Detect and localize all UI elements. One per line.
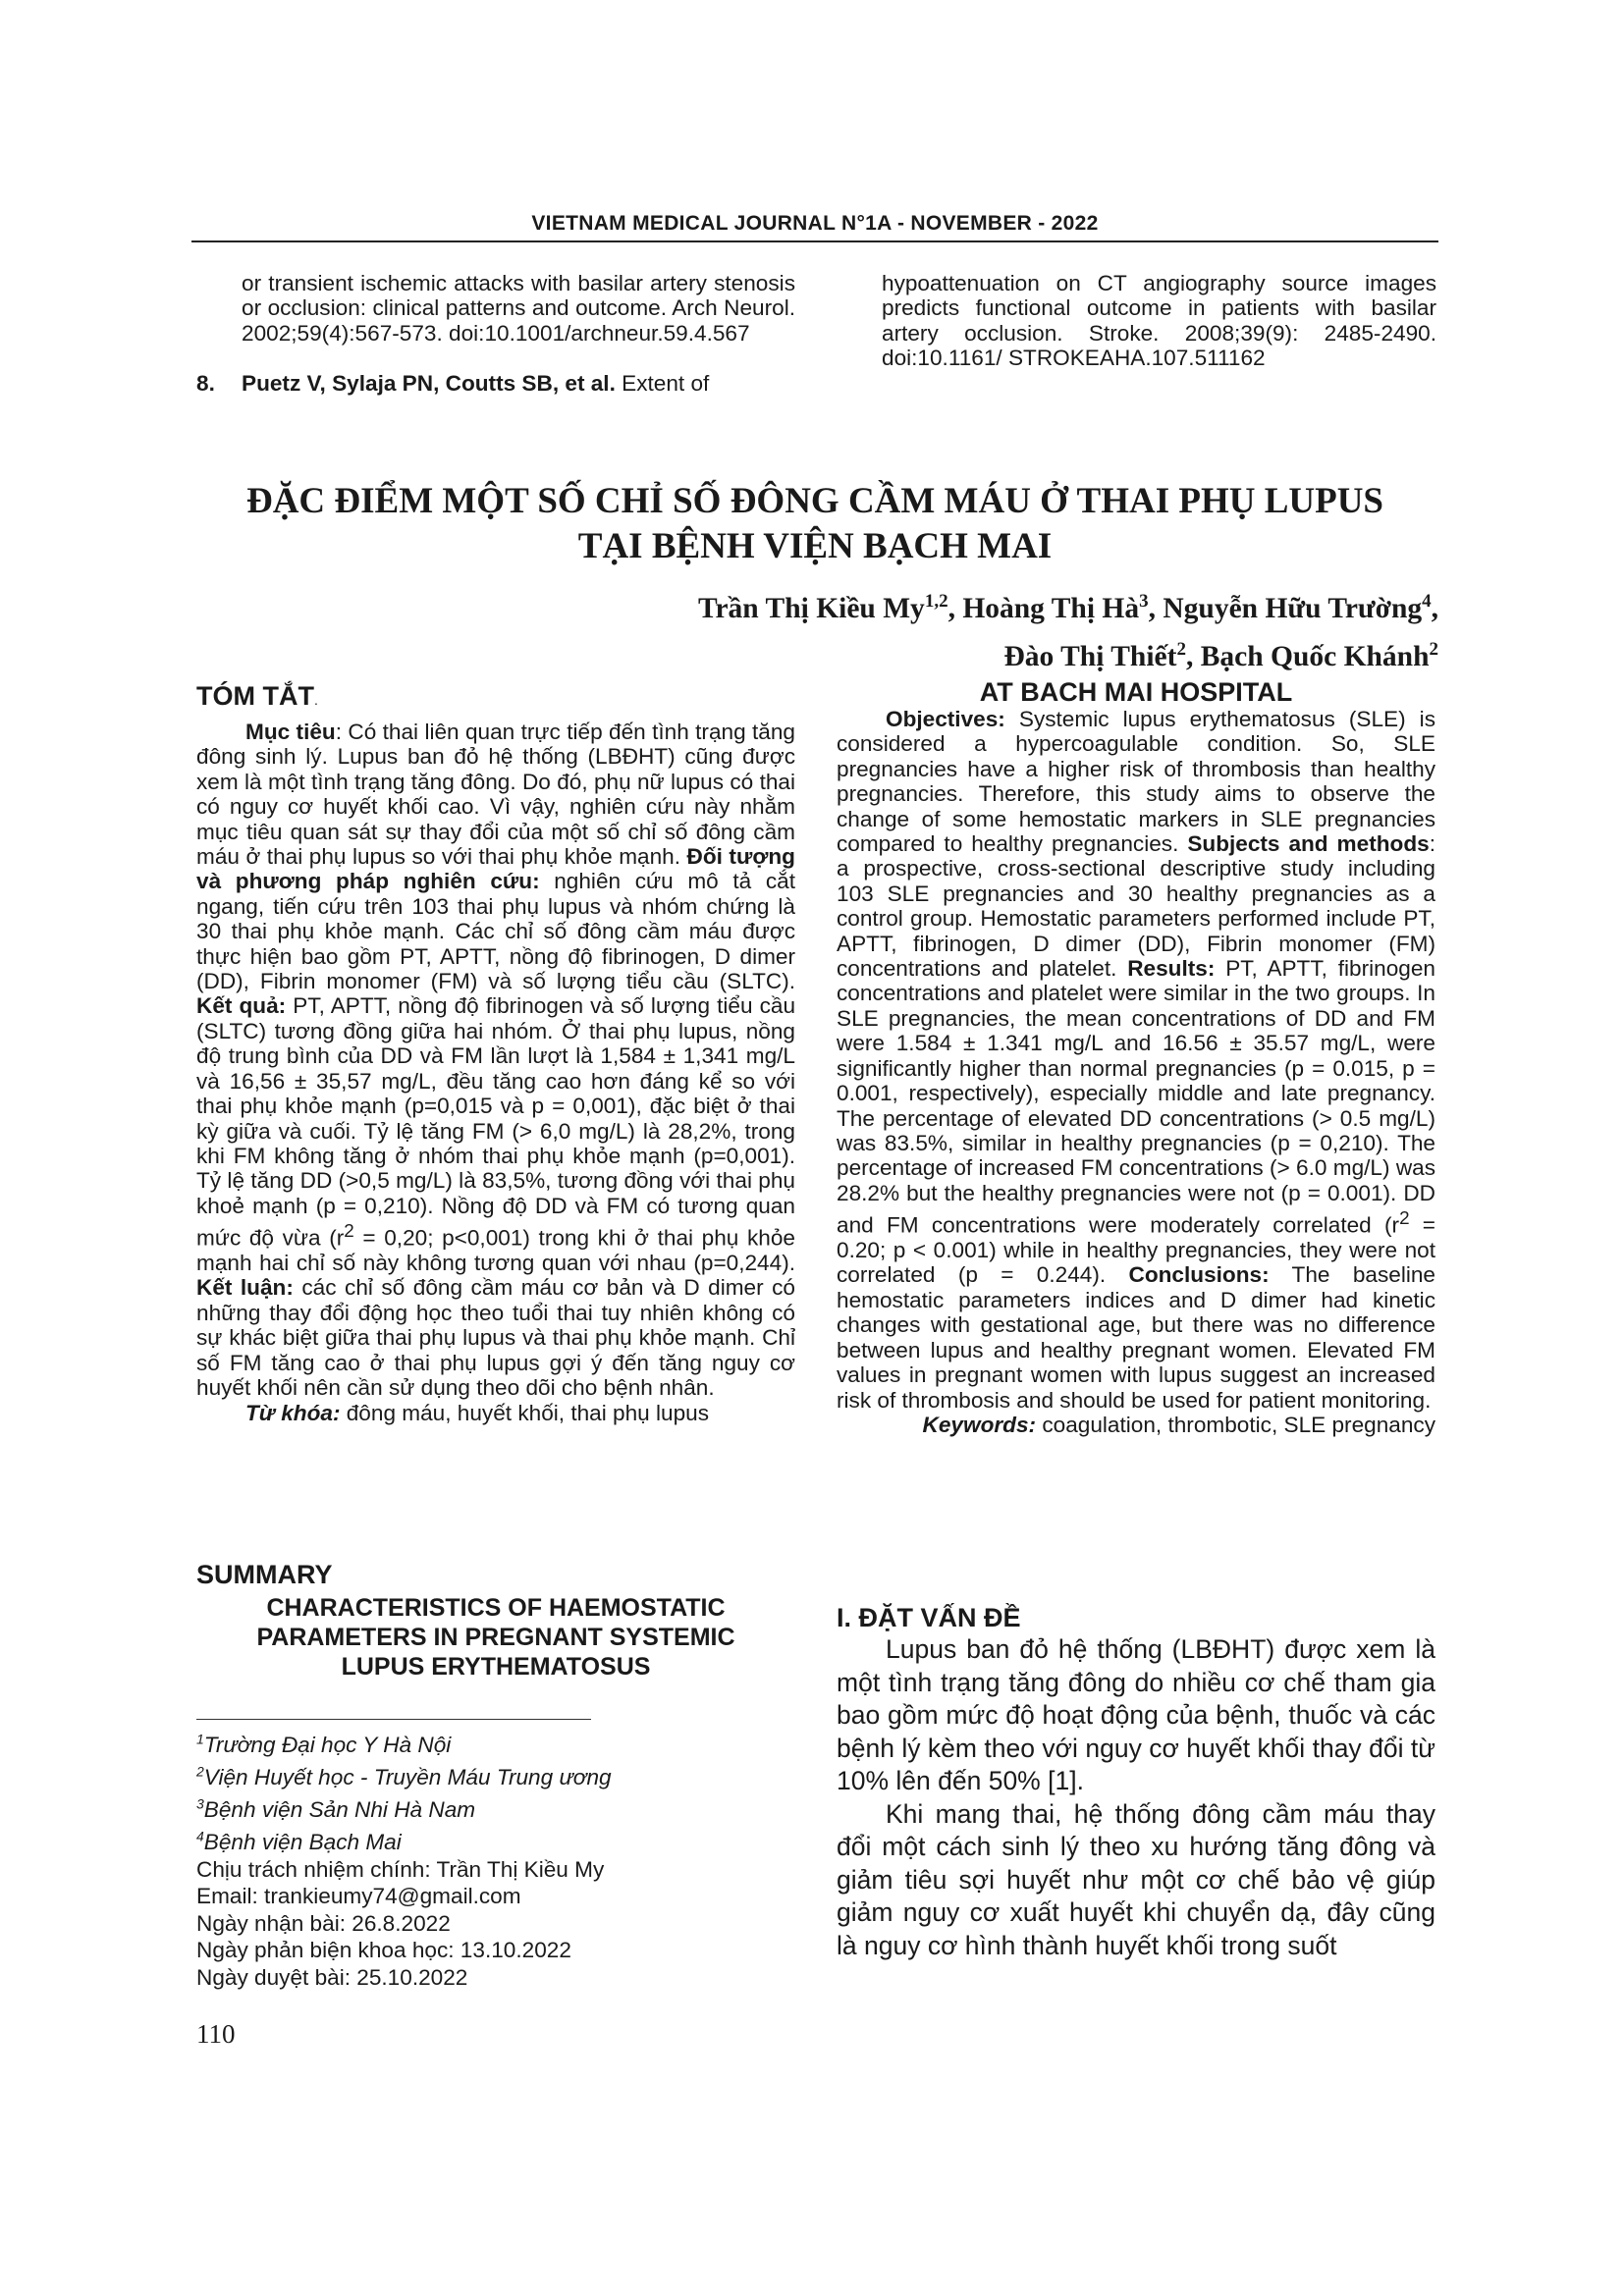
summary-heading: SUMMARY [196, 1560, 333, 1589]
en-results-label: Results: [1127, 956, 1216, 982]
vi-conclusion-label: Kết luận: [196, 1275, 294, 1301]
vi-objective-label: Mục tiêu [245, 720, 336, 744]
english-title-line-1: CHARACTERISTICS OF HAEMOSTATIC [266, 1594, 726, 1622]
footnote-marker: 4 [196, 1828, 204, 1844]
running-header: VIETNAM MEDICAL JOURNAL N°1A - NOVEMBER - 2022 [531, 212, 1099, 235]
reference-8 [196, 371, 795, 396]
author-name: Nguyễn Hữu Trường [1163, 592, 1423, 624]
vi-keywords-text: đông máu, huyết khối, thai phụ lupus [340, 1400, 710, 1425]
vi-results-text-2: = 0,20; p<0,001) trong khi ở thai phụ khỏe mạnh hai chỉ số này không tương quan với nhau (p=0,244). [196, 1225, 795, 1276]
footnote-responsible: Chịu trách nhiệm chính: Trần Thị Kiều My [196, 1856, 605, 1882]
footnote-text: Trường Đại học Y Hà Nội [203, 1732, 452, 1757]
page-number: 110 [196, 2019, 236, 2049]
en-keywords-text: coagulation, thrombotic, SLE pregnancy [1036, 1412, 1435, 1437]
vi-conclusion-text: các chỉ số đông cầm máu cơ bản và D dimer có những thay đổi động học theo tuổi thai tuy nhiên không có sự khác biệt giữa thai phụ lupus và thai phụ khỏe mạnh. Chỉ số FM tăng cao ở thai phụ lupus gợi ý đến tăng nguy cơ huyết khối nên cần sử dụng theo dõi cho bệnh nhân. [196, 1275, 795, 1401]
footnote-affiliation-2 [196, 1758, 795, 1790]
footnote-text: Bệnh viện Bạch Mai [203, 1829, 402, 1854]
article-title [191, 479, 1438, 569]
author-name: Hoàng Thị Hà [962, 592, 1140, 624]
en-results-text: PT, APTT, fibrinogen concentrations and platelet were similar in the two groups. In SLE pregnancies, the mean concentrations of DD and FM were 1.584 ± 1.341 mg/L and 16.56 ± 35.57 mg/L, were significantly higher than normal pregnancies (p = 0.015, p = 0.001, respectively), especially middle and late pregnancy. The percentage of elevated DD concentrations (> 0.5 mg/L) was 83.5%, similar in healthy pregnancies (p = 0,210). The percentage of increased FM concentrations (> 6.0 mg/L) was 28.2% but the healthy pregnancies were not (p = 0.001). DD and FM concentrations were moderately correlated (r [837, 956, 1435, 1238]
author-list [457, 581, 1438, 677]
reference-number: 8. [196, 371, 215, 396]
vi-abstract [196, 720, 795, 1425]
title-line-2: TẠI BỆNH VIỆN BẠCH MAI [577, 526, 1053, 566]
footnote-reviewed: Ngày phản biện khoa học: 13.10.2022 [196, 1938, 571, 1963]
vi-abstract-body [196, 720, 795, 1401]
en-results-text-2: = 0.20; p < 0.001) while in healthy pregnancies, they were not correlated (p = 0.244). [837, 1212, 1435, 1288]
en-r-sup: 2 [1399, 1207, 1410, 1229]
english-title-continuation: AT BACH MAI HOSPITAL [979, 677, 1293, 707]
title-line-1: ĐẶC ĐIỂM MỘT SỐ CHỈ SỐ ĐÔNG CẦM MÁU Ở THAI PHỤ LUPUS [245, 481, 1384, 521]
vi-heading-dot: . [313, 692, 318, 708]
reference-continuation-right: hypoattenuation on CT angiography source images predicts functional outcome in patients with basilar artery occlusion. Stroke. 2008;39(9): 2485-2490. doi:10.1161/ STROKEAHA.107.511162 [882, 271, 1436, 371]
en-keywords [837, 1413, 1435, 1437]
footnote-affiliation-3 [196, 1790, 795, 1823]
section-body [837, 1633, 1435, 1962]
author-affiliation: 2 [1176, 638, 1186, 660]
footnote-marker: 2 [196, 1763, 204, 1780]
en-objectives-text: Systemic lupus erythematosus (SLE) is considered a hypercoagulable condition. So, SLE pregnancies have a higher risk of thrombosis than healthy pregnancies. Therefore, this study aims to observe the change of some hemostatic markers in SLE pregnancies compared to healthy pregnancies. [837, 707, 1435, 857]
english-title-line-2: PARAMETERS IN PREGNANT SYSTEMIC [256, 1624, 735, 1651]
vi-results-text: PT, APTT, nồng độ fibrinogen và số lượng tiểu cầu (SLTC) tương đồng giữa hai nhóm. Ở thai phụ lupus, nồng độ trung bình của DD và FM lần lượt là 1,584 ± 1,341 mg/L và 16,56 ± 35,57 mg/L, đều tăng cao hơn đáng kể so với thai phụ khỏe mạnh (p=0,015 và p = 0,001), đặc biệt ở thai kỳ giữa và cuối. Tỷ lệ tăng FM (> 6,0 mg/L) là 28,2%, trong khi FM không tăng ở nhóm thai phụ khỏe mạnh (p=0,001). Tỷ lệ tăng DD (>0,5 mg/L) là 83,5%, tương đồng với thai phụ khoẻ mạnh (p = 0,210). Nồng độ DD và FM có tương quan mức độ vừa (r [196, 993, 796, 1251]
section-paragraph-1: Lupus ban đỏ hệ thống (LBĐHT) được xem là một tình trạng tăng đông do nhiều cơ chế tham gia bao gồm mức độ hoạt động của bệnh, thuốc và các bệnh lý kèm theo với nguy cơ huyết khối thay đổi từ 10% lên đến 50% [1]. [837, 1634, 1435, 1795]
en-keywords-label: Keywords: [922, 1412, 1037, 1437]
author-name: Bạch Quốc Khánh [1200, 640, 1430, 672]
english-title-line-3: LUPUS ERYTHEMATOSUS [341, 1653, 651, 1681]
vi-methods-text: nghiên cứu mô tả cắt ngang, tiến cứu trên 103 thai phụ lupus và nhóm chứng là 30 thai phụ khỏe mạnh. Các chỉ số đông cầm máu được thực hiện bao gồm PT, APTT, nồng độ fibrinogen, D dimer (DD), Fibrin monomer (FM) và số lượng tiểu cầu (SLTC). [196, 869, 795, 994]
vi-r-sup: 2 [344, 1220, 354, 1242]
reference-authors: Puetz V, Sylaja PN, Coutts SB, et al. [242, 371, 616, 396]
en-methods-label: Subjects and methods [1187, 831, 1430, 857]
vi-keywords [196, 1401, 795, 1425]
footnote-affiliation-4 [196, 1823, 795, 1855]
en-abstract-body [837, 707, 1435, 1413]
author-affiliation: 4 [1422, 591, 1432, 612]
author-affiliation: 3 [1139, 591, 1149, 612]
english-title [196, 1593, 795, 1682]
author-affiliation: 1,2 [924, 591, 948, 612]
footnote-email: Email: trankieumy74@gmail.com [196, 1884, 521, 1909]
vi-results-label: Kết quả: [196, 993, 287, 1019]
footnote-affiliation-1 [196, 1726, 795, 1758]
footnote-accepted: Ngày duyệt bài: 25.10.2022 [196, 1964, 468, 1990]
vi-keywords-label: Từ khóa: [245, 1400, 341, 1425]
author-line-1: Trần Thị Kiều My$^{1,2}$, Hoàng Thị $Hà^3$, Nguyễn Hữu Trường$^4$, [697, 591, 1438, 624]
vi-abstract-heading [196, 681, 318, 712]
en-objectives-label: Objectives: [886, 707, 1005, 731]
author-name: Trần Thị Kiều My [697, 592, 925, 624]
footnotes [196, 1726, 795, 1991]
section-heading: I. ĐẶT VẤN ĐỀ [837, 1603, 1021, 1632]
footnote-received: Ngày nhận bài: 26.8.2022 [196, 1910, 451, 1936]
en-conclusions-label: Conclusions: [1128, 1262, 1270, 1288]
reference-continuation-left: or transient ischemic attacks with basilar artery stenosis or occlusion: clinical patterns and outcome. Arch Neurol. 2002;59(4):567-573. doi:10.1001/archneur.59.4.567 [242, 271, 795, 346]
en-methods-text: : a prospective, cross-sectional descriptive study including 103 SLE pregnancies and 30 healthy pregnancies as a control group. Hemostatic parameters performed include PT, APTT, fibrinogen, D dimer (DD), Fibrin monomer (FM) concentrations and platelet. [837, 831, 1435, 982]
author-affiliation: 2 [1429, 638, 1438, 660]
author-name: Đào Thị Thiết [1003, 640, 1177, 672]
footnote-marker: 3 [196, 1795, 204, 1812]
vi-heading-text: TÓM TẮT [196, 681, 314, 711]
footnote-text: Viện Huyết học - Truyền Máu Trung ương [203, 1764, 612, 1789]
footnote-marker: 1 [196, 1731, 204, 1746]
section-paragraph-2: Khi mang thai, hệ thống đông cầm máu thay đổi một cách sinh lý theo xu hướng tăng đông và giảm tiêu sợi huyết như một cơ chế bảo vệ giúp giảm nguy cơ xuất huyết khi chuyển dạ, đây cũng là nguy cơ hình thành huyết khối trong suốt [837, 1798, 1435, 1960]
vi-objective-text: : Có thai liên quan trực tiếp đến tình trạng tăng đông sinh lý. Lupus ban đỏ hệ thống (LBĐHT) cũng được xem là một tình trạng tăng đông. Do đó, phụ nữ lupus có thai có nguy cơ huyết khối cao. Vì vậy, nghiên cứu này nhằm mục tiêu quan sát sự thay đổi của một số chỉ số đông cầm máu ở thai phụ lupus so với thai phụ khỏe mạnh. [196, 720, 795, 870]
reference-text: Extent of [615, 371, 710, 396]
en-abstract [837, 707, 1435, 1437]
author-line-2: Đào Thị Thiết$^2$, Bạch Quốc Khánh$^2$ [1003, 638, 1438, 672]
vi-methods-label: Đối tượng và phương pháp nghiên cứu: [196, 844, 795, 894]
footnote-text: Bệnh viện Sản Nhi Hà Nam [203, 1796, 476, 1822]
header-rule [191, 240, 1438, 242]
footnote-rule [196, 1719, 591, 1720]
en-conclusions-text: The baseline hemostatic parameters indices and D dimer had kinetic changes with gestational age, but there was no difference between lupus and healthy pregnant women. Elevated FM values in pregnant women with lupus suggest an increased risk of thrombosis and should be used for patient monitoring. [837, 1262, 1435, 1413]
